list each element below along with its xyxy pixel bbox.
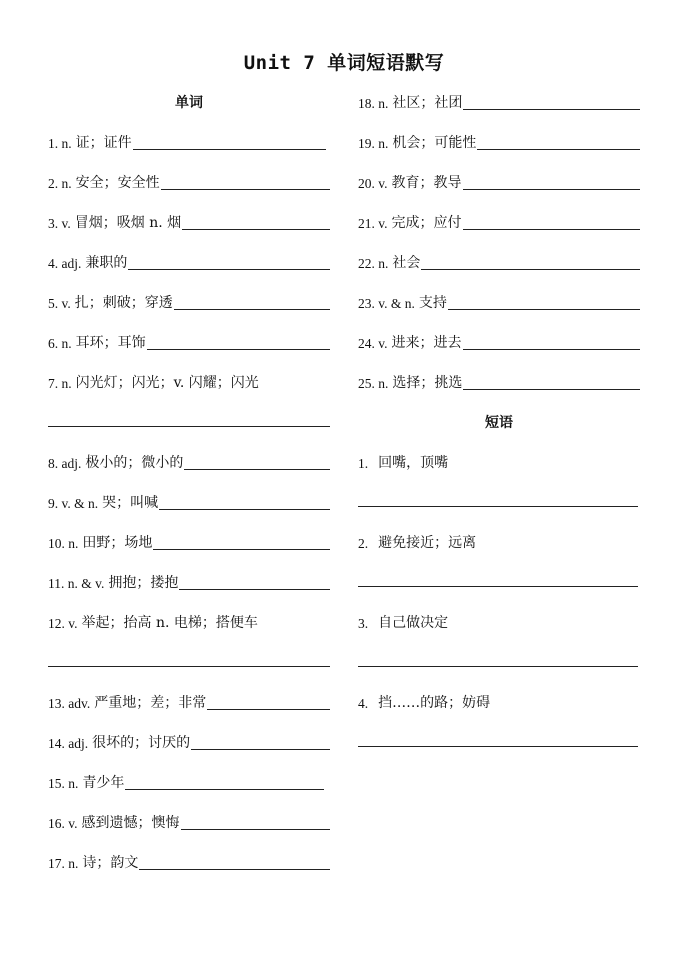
answer-line[interactable] bbox=[48, 426, 330, 427]
item-meaning: 进来；进去 bbox=[391, 335, 462, 351]
item-number: 16. v. bbox=[48, 816, 78, 831]
item-number: 3. v. bbox=[48, 216, 71, 231]
item-number: 6. n. bbox=[48, 336, 72, 351]
item-meaning: 安全；安全性 bbox=[75, 175, 160, 191]
item-number: 18. n. bbox=[358, 96, 389, 111]
item-meaning: 避免接近；远离 bbox=[378, 535, 477, 551]
phrase-item bbox=[358, 528, 640, 552]
item-number: 24. v. bbox=[358, 336, 388, 351]
item-number: 7. n. bbox=[48, 376, 72, 391]
item-meaning: 扎；刺破；穿透 bbox=[74, 295, 173, 311]
word-item bbox=[358, 288, 640, 312]
item-meaning: 教育；教导 bbox=[391, 175, 462, 191]
item-meaning: 拥抱；搂抱 bbox=[108, 575, 179, 591]
item-number: 5. v. bbox=[48, 296, 71, 311]
item-number: 2. bbox=[358, 536, 369, 551]
word-item bbox=[48, 568, 330, 592]
answer-blank[interactable] bbox=[153, 549, 330, 550]
answer-line[interactable] bbox=[358, 586, 638, 587]
item-number: 11. n. & v. bbox=[48, 576, 105, 591]
word-item bbox=[358, 88, 640, 112]
item-number: 25. n. bbox=[358, 376, 389, 391]
word-item bbox=[48, 728, 330, 752]
item-number: 14. adj. bbox=[48, 736, 89, 751]
word-item bbox=[48, 768, 324, 792]
item-number: 19. n. bbox=[358, 136, 389, 151]
answer-blank[interactable] bbox=[463, 229, 641, 230]
word-item bbox=[48, 248, 330, 272]
item-number: 10. n. bbox=[48, 536, 79, 551]
answer-blank[interactable] bbox=[147, 349, 330, 350]
item-meaning: 哭；叫喊 bbox=[102, 495, 159, 511]
item-meaning: 社会 bbox=[392, 255, 421, 271]
answer-blank[interactable] bbox=[207, 709, 330, 710]
word-item bbox=[48, 688, 330, 712]
item-meaning: 兼职的 bbox=[85, 255, 128, 271]
answer-blank[interactable] bbox=[182, 229, 330, 230]
answer-blank[interactable] bbox=[448, 309, 640, 310]
word-item bbox=[48, 528, 330, 552]
word-item bbox=[48, 848, 330, 872]
item-meaning: 举起；抬高 n. 电梯；搭便车 bbox=[81, 615, 258, 631]
item-meaning: 回嘴，顶嘴 bbox=[378, 455, 449, 471]
answer-blank[interactable] bbox=[133, 149, 326, 150]
answer-blank[interactable] bbox=[421, 269, 640, 270]
answer-blank[interactable] bbox=[463, 189, 641, 190]
item-number: 20. v. bbox=[358, 176, 388, 191]
word-item bbox=[358, 328, 640, 352]
word-item bbox=[358, 208, 640, 232]
item-meaning: 支持 bbox=[418, 295, 447, 311]
answer-blank[interactable] bbox=[174, 309, 330, 310]
word-item bbox=[48, 128, 326, 152]
phrase-item bbox=[358, 688, 640, 712]
word-item bbox=[358, 168, 640, 192]
phrase-item bbox=[358, 608, 640, 632]
words-heading: 单词 bbox=[175, 95, 203, 111]
answer-blank[interactable] bbox=[139, 869, 330, 870]
word-item bbox=[48, 488, 330, 512]
answer-line[interactable] bbox=[358, 746, 638, 747]
word-item bbox=[48, 808, 330, 832]
word-item bbox=[358, 248, 640, 272]
item-meaning: 极小的；微小的 bbox=[85, 455, 184, 471]
answer-line[interactable] bbox=[358, 666, 638, 667]
item-number: 8. adj. bbox=[48, 456, 82, 471]
item-number: 21. v. bbox=[358, 216, 388, 231]
item-number: 1. n. bbox=[48, 136, 72, 151]
item-number: 2. n. bbox=[48, 176, 72, 191]
item-meaning: 选择；挑选 bbox=[392, 375, 463, 391]
answer-blank[interactable] bbox=[191, 749, 330, 750]
item-number: 3. bbox=[358, 616, 369, 631]
item-number: 4. adj. bbox=[48, 256, 82, 271]
answer-blank[interactable] bbox=[125, 789, 324, 790]
phrase-item bbox=[358, 448, 640, 472]
word-item bbox=[358, 368, 640, 392]
answer-line[interactable] bbox=[48, 666, 330, 667]
word-item bbox=[48, 208, 330, 232]
item-meaning: 严重地；差；非常 bbox=[94, 695, 207, 711]
item-number: 13. adv. bbox=[48, 696, 91, 711]
item-meaning: 很坏的；讨厌的 bbox=[92, 735, 191, 751]
answer-blank[interactable] bbox=[128, 269, 330, 270]
item-number: 17. n. bbox=[48, 856, 79, 871]
item-number: 22. n. bbox=[358, 256, 389, 271]
item-meaning: 机会；可能性 bbox=[392, 135, 477, 151]
word-item bbox=[48, 168, 330, 192]
item-meaning: 诗；韵文 bbox=[82, 855, 139, 871]
answer-line[interactable] bbox=[358, 506, 638, 507]
item-meaning: 完成；应付 bbox=[391, 215, 462, 231]
word-item bbox=[48, 288, 330, 312]
item-meaning: 感到遗憾；懊悔 bbox=[81, 815, 180, 831]
item-meaning: 冒烟；吸烟 n. 烟 bbox=[74, 215, 182, 231]
item-meaning: 挡……的路；妨碍 bbox=[378, 695, 491, 711]
word-item bbox=[48, 368, 330, 392]
item-meaning: 青少年 bbox=[82, 775, 125, 791]
answer-blank[interactable] bbox=[184, 469, 330, 470]
answer-blank[interactable] bbox=[181, 829, 331, 830]
word-item bbox=[358, 128, 640, 152]
word-item bbox=[48, 608, 330, 632]
answer-blank[interactable] bbox=[463, 389, 640, 390]
item-meaning: 耳环；耳饰 bbox=[75, 335, 146, 351]
item-number: 12. v. bbox=[48, 616, 78, 631]
item-number: 23. v. & n. bbox=[358, 296, 415, 311]
phrases-heading: 短语 bbox=[485, 415, 513, 431]
word-item bbox=[48, 448, 330, 472]
item-number: 4. bbox=[358, 696, 369, 711]
item-number: 15. n. bbox=[48, 776, 79, 791]
item-meaning: 证；证件 bbox=[75, 135, 132, 151]
answer-blank[interactable] bbox=[463, 109, 640, 110]
answer-blank[interactable] bbox=[161, 189, 330, 190]
item-number: 9. v. & n. bbox=[48, 496, 99, 511]
word-item bbox=[48, 328, 330, 352]
item-meaning: 田野；场地 bbox=[82, 535, 153, 551]
answer-blank[interactable] bbox=[179, 589, 330, 590]
item-meaning: 自己做决定 bbox=[378, 615, 449, 631]
answer-blank[interactable] bbox=[159, 509, 330, 510]
item-meaning: 社区；社团 bbox=[392, 95, 463, 111]
item-number: 1. bbox=[358, 456, 369, 471]
page-title: Unit 7 单词短语默写 bbox=[243, 52, 445, 74]
answer-blank[interactable] bbox=[463, 349, 641, 350]
answer-blank[interactable] bbox=[477, 149, 640, 150]
item-meaning: 闪光灯；闪光；v. 闪耀；闪光 bbox=[75, 375, 259, 391]
